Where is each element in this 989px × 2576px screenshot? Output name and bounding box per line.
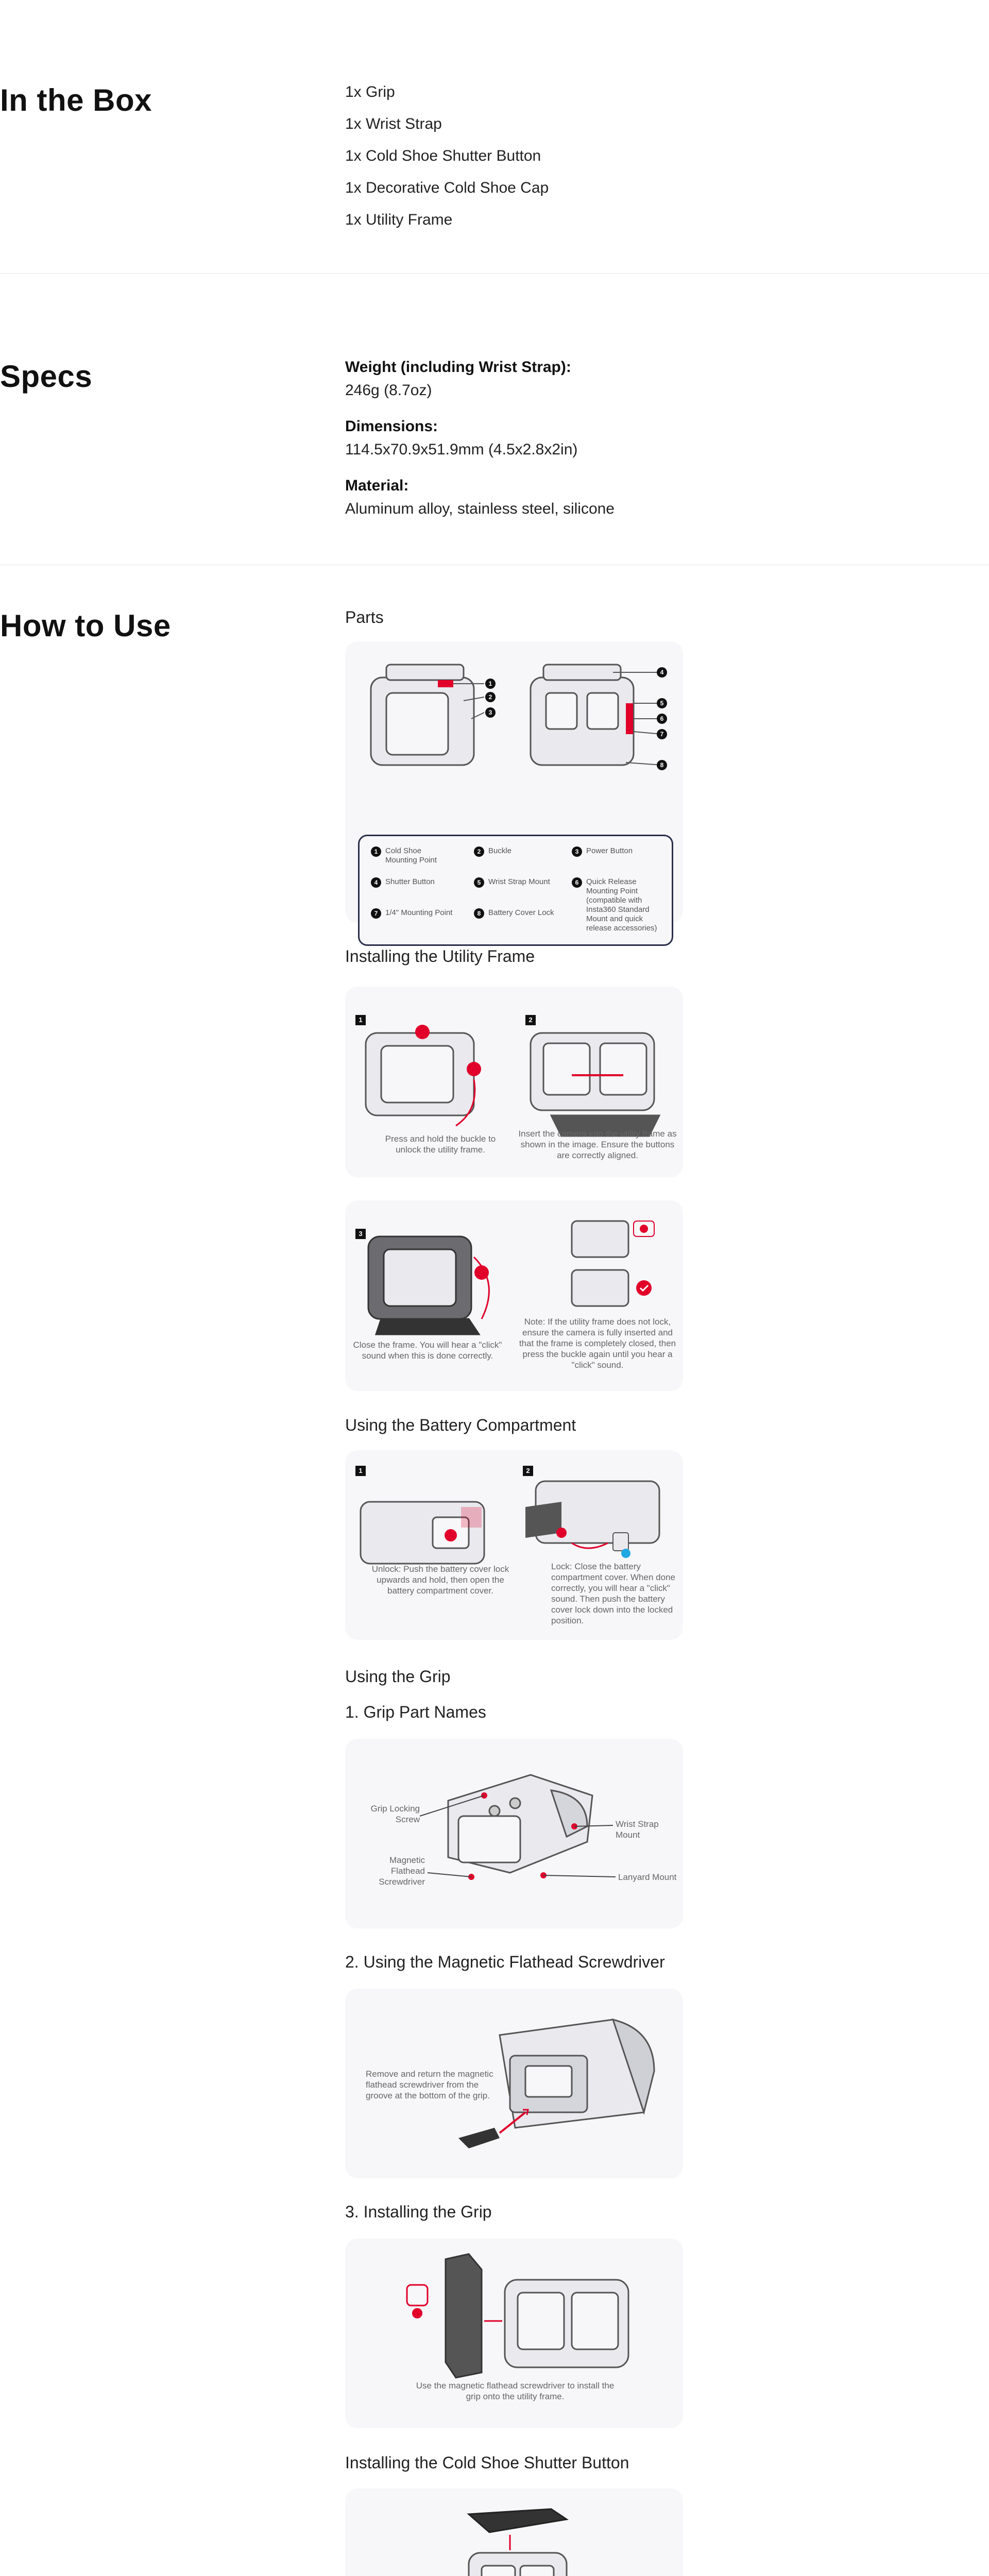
step-caption: Insert the camera into the utility frame as shown in the image. Ensure the buttons are correctly aligned.: [518, 1129, 677, 1160]
parts-card: [345, 641, 683, 933]
step-caption: Unlock: Push the battery cover lock upwards and hold, then open the battery compartment cover.: [371, 1564, 509, 1596]
legend-item: 4 Shutter Button: [371, 877, 469, 888]
legend-item: 8 Battery Cover Lock: [474, 908, 572, 919]
screwdriver-caption: Remove and return the magnetic flathead screwdriver from the groove at the bottom of the grip.: [366, 2069, 493, 2100]
legend-item: 3 Power Button: [572, 846, 670, 857]
legend-item: 2 Buckle: [474, 846, 572, 857]
in-the-box-title: In the Box: [0, 83, 152, 117]
step-number: 2: [523, 1466, 533, 1476]
marker: 3: [485, 707, 496, 718]
marker: 6: [657, 714, 667, 724]
callout-magnetic-screwdriver: Magnetic Flathead Screwdriver: [379, 1855, 425, 1887]
step-number: 3: [355, 1229, 366, 1239]
grip-part-names-card: [345, 1739, 683, 1928]
legend-item: 6 Quick Release Mounting Point (compatible with Insta360 Standard Mount and quick release accessories): [572, 877, 670, 933]
how-to-use-title: How to Use: [0, 608, 171, 643]
screwdriver-heading: 2. Using the Magnetic Flathead Screwdriver: [345, 1953, 665, 1971]
box-item: 1x Grip: [345, 83, 395, 100]
box-item: 1x Wrist Strap: [345, 115, 442, 132]
installing-grip-caption: Use the magnetic flathead screwdriver to install the grip onto the utility frame.: [416, 2381, 615, 2401]
callout-lanyard-mount: Lanyard Mount: [618, 1872, 677, 1882]
box-item: 1x Utility Frame: [345, 211, 453, 228]
battery-heading: Using the Battery Compartment: [345, 1416, 576, 1434]
legend-item: 5 Wrist Strap Mount: [474, 877, 572, 888]
callout-grip-locking-screw: Grip Locking Screw: [370, 1804, 420, 1824]
utility-frame-card-1: [345, 987, 683, 1177]
spec-value-material: Aluminum alloy, stainless steel, silicone: [345, 500, 615, 517]
installing-grip-card: [345, 2239, 683, 2428]
spec-value-weight: 246g (8.7oz): [345, 382, 432, 399]
marker: 2: [485, 692, 496, 702]
callout-wrist-strap-mount: Wrist Strap Mount: [616, 1819, 659, 1840]
box-item: 1x Decorative Cold Shoe Cap: [345, 179, 549, 196]
step-caption: Lock: Close the battery compartment cover. When done correctly, you will hear a "click" sound. Then push the battery cover lock down into the locked position.: [551, 1562, 675, 1625]
spec-value-dimensions: 114.5x70.9x51.9mm (4.5x2.8x2in): [345, 441, 578, 458]
specs-section: [0, 274, 989, 565]
note-caption: Note: If the utility frame does not lock, ensure the camera is fully inserted and that the frame is completely closed, then press the buckle again until you hear a "click" sound.: [519, 1317, 676, 1370]
spec-label-weight: Weight (including Wrist Strap):: [345, 359, 571, 376]
spec-label-dimensions: Dimensions:: [345, 418, 438, 435]
specs-title: Specs: [0, 359, 93, 394]
cold-shoe-install-card: [345, 2488, 683, 2576]
utility-frame-heading: Installing the Utility Frame: [345, 947, 535, 965]
installing-grip-heading: 3. Installing the Grip: [345, 2202, 492, 2221]
marker: 1: [485, 679, 496, 689]
marker: 8: [657, 760, 667, 770]
marker: 5: [657, 698, 667, 708]
utility-frame-card-2: [345, 1200, 683, 1391]
spec-label-material: Material:: [345, 477, 409, 494]
in-the-box-section: [0, 0, 989, 273]
cold-shoe-install-illustration: [345, 2488, 683, 2576]
battery-card: [345, 1450, 683, 1640]
step-number: 2: [525, 1015, 536, 1025]
marker: 4: [657, 667, 667, 677]
step-number: 1: [355, 1466, 366, 1476]
grip-part-names-heading: 1. Grip Part Names: [345, 1703, 486, 1721]
grip-heading: Using the Grip: [345, 1667, 451, 1686]
screwdriver-card: [345, 1989, 683, 2178]
parts-legend: [358, 835, 673, 946]
marker: 7: [657, 729, 667, 739]
step-caption: Press and hold the buckle to unlock the utility frame.: [385, 1134, 496, 1155]
legend-item: 1 Cold Shoe Mounting Point: [371, 846, 469, 865]
cold-shoe-install-heading: Installing the Cold Shoe Shutter Button: [345, 2453, 629, 2472]
step-caption: Close the frame. You will hear a "click" sound when this is done correctly.: [353, 1340, 502, 1361]
step-number: 1: [355, 1015, 366, 1025]
legend-item: 7 1/4" Mounting Point: [371, 908, 469, 919]
box-item: 1x Cold Shoe Shutter Button: [345, 147, 541, 164]
parts-heading: Parts: [345, 608, 384, 626]
